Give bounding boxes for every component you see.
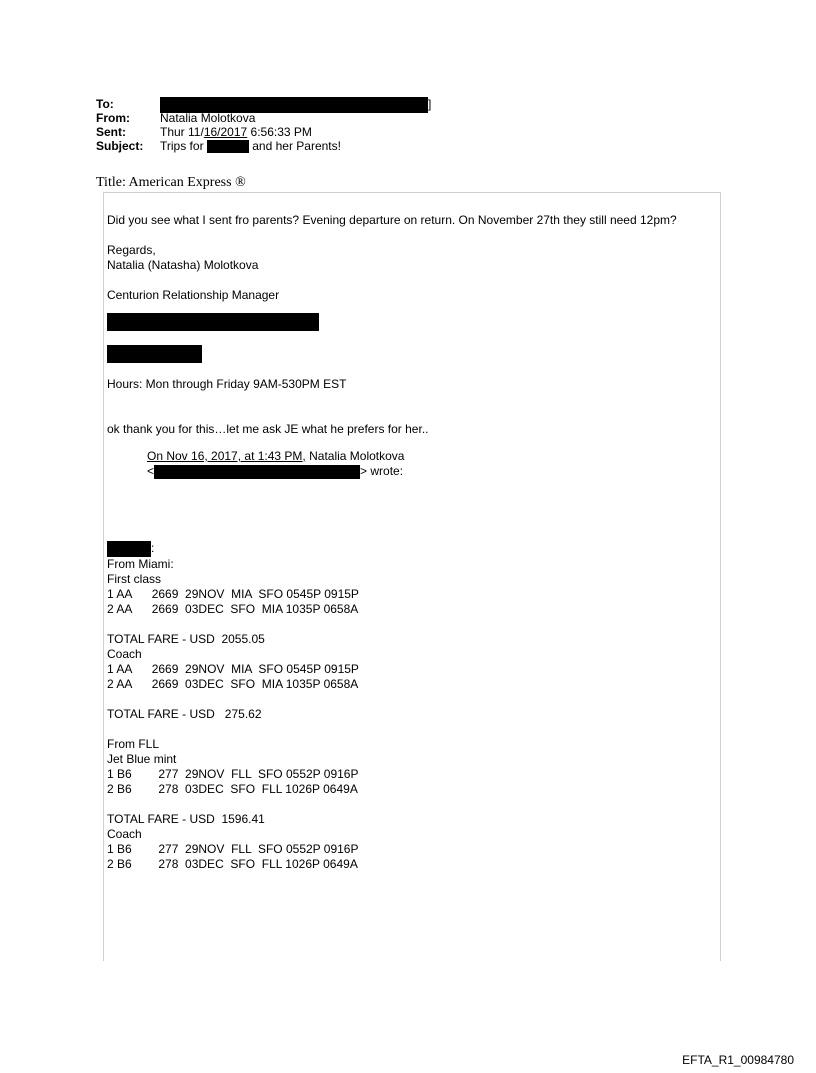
salutation-colon: :: [151, 541, 155, 556]
flight-line: 1 B6 277 29NOV FLL SFO 0552P 0916P: [107, 767, 359, 781]
fll-heading: From FLL: [107, 737, 160, 751]
sent-value: [160, 125, 312, 139]
sent-label: Sent:: [96, 125, 126, 139]
quote-lt: <: [147, 464, 155, 478]
miami-coach-label: Coach: [107, 647, 142, 661]
flight-line: 2 AA 2669 03DEC SFO MIA 1035P 0658A: [107, 602, 359, 616]
flight-line: 1 AA 2669 29NOV MIA SFO 0545P 0915P: [107, 587, 359, 601]
signature-name: Natalia (Natasha) Molotkova: [107, 258, 259, 272]
quote-header-name: Natalia Molotkova: [305, 449, 405, 463]
email-header: [96, 97, 431, 153]
header-to-row: [96, 97, 431, 111]
to-value: [160, 97, 431, 111]
sent-prefix: Thur 11/: [160, 125, 204, 139]
flight-line: 2 B6 278 03DEC SFO FLL 1026P 0649A: [107, 857, 358, 871]
quote-header-date: On Nov 16, 2017, at 1:43 PM,: [147, 449, 306, 463]
regards-text: Regards,: [107, 243, 156, 257]
header-sent-row: [96, 125, 431, 139]
to-label: To:: [96, 97, 114, 111]
flight-line: 2 AA 2669 03DEC SFO MIA 1035P 0658A: [107, 677, 359, 691]
fll-mint-label: Jet Blue mint: [107, 752, 177, 766]
subject-label: Subject:: [96, 139, 144, 153]
bates-number: EFTA_R1_00984780: [682, 1053, 794, 1067]
from-value: Natalia Molotkova: [160, 111, 256, 125]
from-label: From:: [96, 111, 130, 125]
reply-text: ok thank you for this…let me ask JE what he prefers for her..: [107, 422, 429, 436]
redaction-bar: [107, 541, 151, 557]
sent-suffix: 6:56:33 PM: [247, 125, 312, 139]
fll-coach-label: Coach: [107, 827, 142, 841]
quote-header: [147, 449, 707, 479]
intro-text: Did you see what I sent fro parents? Evening departure on return. On November 27th they still need 12pm?: [107, 213, 677, 227]
fare-total: TOTAL FARE - USD 275.62: [107, 707, 262, 721]
to-bracket: ]: [428, 97, 432, 112]
redaction-bar: [107, 313, 319, 331]
fare-total: TOTAL FARE - USD 2055.05: [107, 632, 265, 646]
sent-underlined: 16/2017: [203, 125, 248, 139]
redaction-bar: [207, 140, 249, 153]
quote-wrote: > wrote:: [360, 464, 404, 478]
title-line: Title: American Express ®: [96, 175, 246, 190]
redaction-bar: [107, 345, 202, 363]
header-subject-row: [96, 139, 431, 153]
fare-total: TOTAL FARE - USD 1596.41: [107, 812, 265, 826]
subject-value: [160, 139, 341, 153]
signature-title: Centurion Relationship Manager: [107, 288, 280, 302]
subject-suffix: and her Parents!: [252, 139, 341, 153]
flight-line: 1 AA 2669 29NOV MIA SFO 0545P 0915P: [107, 662, 359, 676]
hours-text: Hours: Mon through Friday 9AM-530PM EST: [107, 377, 347, 391]
miami-first-label: First class: [107, 572, 161, 586]
subject-prefix: Trips for: [160, 139, 204, 153]
header-from-row: [96, 111, 431, 125]
miami-heading: From Miami:: [107, 557, 174, 571]
flight-line: 1 B6 277 29NOV FLL SFO 0552P 0916P: [107, 842, 359, 856]
flight-line: 2 B6 278 03DEC SFO FLL 1026P 0649A: [107, 782, 358, 796]
message-body: [107, 213, 707, 872]
redaction-bar: [154, 465, 360, 479]
